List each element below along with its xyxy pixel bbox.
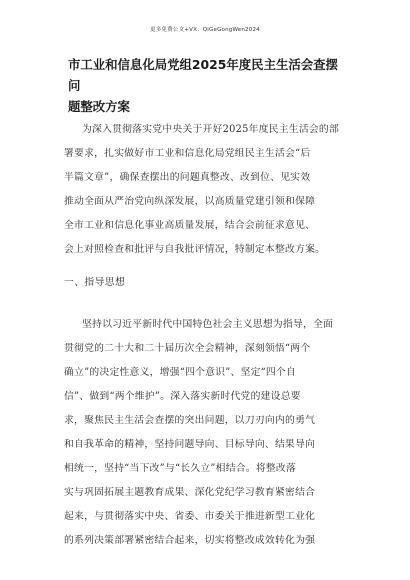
intro-line: 为深入贯彻落实党中央关于开好2025年度民主生活会的部: [82, 124, 340, 135]
title-line-2: 题整改方案: [68, 99, 130, 114]
body-line: 和自我革命的精神，坚持问题导向、目标导向、结果导向: [64, 439, 316, 450]
header-note: 更多免费公文+VX：QiGeGongWen2024: [150, 27, 260, 33]
intro-line: 署要求，扎实做好市工业和信息化局党组民主生活会“后: [64, 148, 311, 159]
body-line: 坚持以习近平新时代中国特色社会主义思想为指导，全面: [82, 319, 334, 330]
page-title: [68, 54, 348, 117]
body-line: 信”、做到“两个维护”。深入落实新时代党的建设总要: [64, 391, 301, 402]
body-line: 确立”的决定性意义，增强“四个意识”、坚定“四个自: [64, 367, 297, 378]
body-line: 的系列决策部署紧密结合起来，切实将整改成效转化为强: [64, 535, 316, 546]
section-heading: 一、指导思想: [64, 277, 126, 288]
intro-line: 推动全面从严治党向纵深发展，以高质量党建引领和保障: [64, 196, 316, 207]
body-line: 实与巩固拓展主题教育成果、深化党纪学习教育紧密结合: [64, 487, 316, 498]
body-line: 起来，与贯彻落实中央、省委、市委关于推进新型工业化: [64, 511, 316, 522]
body-line: 贯彻党的二十大和二十届历次全会精神，深刻领悟“两个: [64, 343, 311, 354]
intro-line: 会上对照检查和批评与自我批评情况，特制定本整改方案。: [64, 244, 326, 255]
intro-line: 全市工业和信息化事业高质量发展，结合会前征求意见、: [64, 220, 316, 231]
intro-line: 半篇文章”，确保查摆出的问题真整改、改到位、见实效: [64, 172, 311, 183]
body-line: 求，聚焦民主生活会查摆的突出问题，以刀刃向内的勇气: [64, 415, 316, 426]
body-line: 相统一，坚持“当下改”与“长久立”相结合。将整改落: [64, 463, 297, 474]
title-line-1: 市工业和信息化局党组2025年度民主生活会查摆问: [68, 57, 338, 93]
